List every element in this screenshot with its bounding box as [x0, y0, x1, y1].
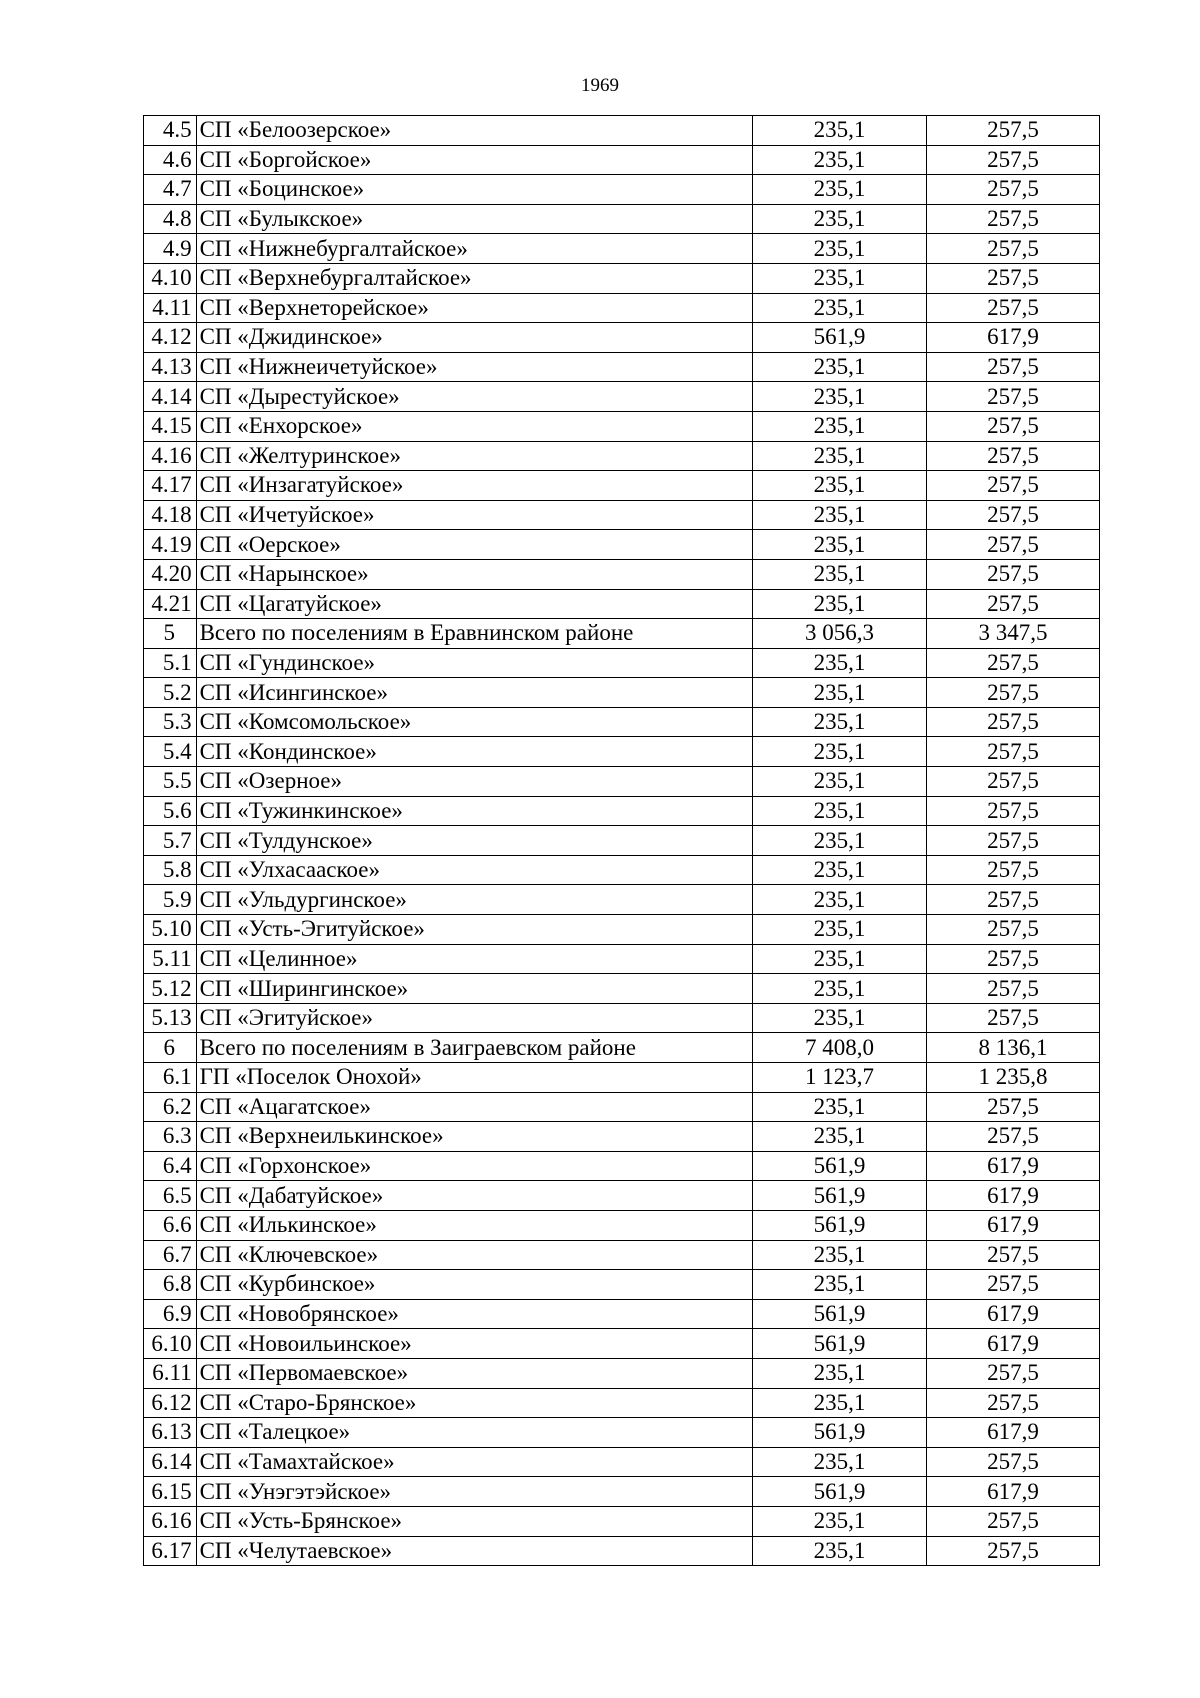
value-1-cell: 235,1 [752, 1536, 926, 1566]
table-row [144, 530, 1100, 560]
value-2-cell: 257,5 [926, 915, 1099, 945]
row-number-cell: 4.18 [144, 500, 197, 530]
value-2-cell: 257,5 [926, 352, 1099, 382]
settlement-name-cell: СП «Целинное» [196, 944, 752, 974]
row-number-cell: 4.10 [144, 263, 197, 293]
value-1-cell: 235,1 [752, 915, 926, 945]
table-row [144, 1210, 1100, 1240]
table-row [144, 1418, 1100, 1448]
table-row [144, 352, 1100, 382]
row-number-cell: 6.11 [144, 1358, 197, 1388]
value-1-cell: 235,1 [752, 559, 926, 589]
value-2-cell: 257,5 [926, 796, 1099, 826]
page-number: 1969 [581, 75, 619, 96]
value-1-cell: 235,1 [752, 411, 926, 441]
settlement-name-cell: СП «Белоозерское» [196, 116, 752, 146]
settlement-name-cell: СП «Ключевское» [196, 1240, 752, 1270]
value-1-cell: 235,1 [752, 382, 926, 412]
value-1-cell: 235,1 [752, 1092, 926, 1122]
table-row [144, 1240, 1100, 1270]
row-number-cell: 6.10 [144, 1329, 197, 1359]
row-number-cell: 5.6 [144, 796, 197, 826]
table-row [144, 559, 1100, 589]
value-1-cell: 235,1 [752, 648, 926, 678]
settlement-name-cell: СП «Ульдургинское» [196, 885, 752, 915]
table-row [144, 1299, 1100, 1329]
value-2-cell: 257,5 [926, 885, 1099, 915]
value-2-cell: 257,5 [926, 559, 1099, 589]
value-1-cell: 3 056,3 [752, 619, 926, 649]
value-1-cell: 235,1 [752, 263, 926, 293]
value-2-cell: 257,5 [926, 1506, 1099, 1536]
row-number-cell: 6.8 [144, 1270, 197, 1300]
table-row [144, 323, 1100, 353]
value-2-cell: 257,5 [926, 471, 1099, 501]
table-row [144, 382, 1100, 412]
value-1-cell: 561,9 [752, 1477, 926, 1507]
settlement-name-cell: СП «Новобрянское» [196, 1299, 752, 1329]
settlement-name-cell: СП «Тамахтайское» [196, 1447, 752, 1477]
value-1-cell: 235,1 [752, 1506, 926, 1536]
row-number-cell: 6.5 [144, 1181, 197, 1211]
row-number-cell: 6 [144, 1033, 197, 1063]
value-2-cell: 257,5 [926, 678, 1099, 708]
row-number-cell: 5.13 [144, 1003, 197, 1033]
row-number-cell: 6.3 [144, 1122, 197, 1152]
settlement-name-cell: СП «Илькинское» [196, 1210, 752, 1240]
row-number-cell: 4.12 [144, 323, 197, 353]
row-number-cell: 6.12 [144, 1388, 197, 1418]
value-1-cell: 561,9 [752, 1418, 926, 1448]
table-row [144, 234, 1100, 264]
table-row [144, 767, 1100, 797]
settlement-name-cell: СП «Новоильинское» [196, 1329, 752, 1359]
table-body [144, 116, 1100, 1566]
table-row [144, 648, 1100, 678]
table-row [144, 737, 1100, 767]
value-2-cell: 257,5 [926, 1388, 1099, 1418]
table-row [144, 1477, 1100, 1507]
table-row [144, 471, 1100, 501]
value-1-cell: 235,1 [752, 1358, 926, 1388]
value-1-cell: 235,1 [752, 175, 926, 205]
value-2-cell: 617,9 [926, 1418, 1099, 1448]
settlement-name-cell: СП «Енхорское» [196, 411, 752, 441]
row-number-cell: 5.9 [144, 885, 197, 915]
value-2-cell: 617,9 [926, 1329, 1099, 1359]
settlement-name-cell: СП «Улхасаaское» [196, 855, 752, 885]
value-1-cell: 235,1 [752, 737, 926, 767]
settlement-name-cell: СП «Нарынское» [196, 559, 752, 589]
value-2-cell: 257,5 [926, 1003, 1099, 1033]
settlement-name-cell: СП «Джидинское» [196, 323, 752, 353]
value-1-cell: 235,1 [752, 204, 926, 234]
row-number-cell: 6.6 [144, 1210, 197, 1240]
row-number-cell: 5.12 [144, 974, 197, 1004]
settlement-name-cell: СП «Верхнебургалтайское» [196, 263, 752, 293]
table-row [144, 678, 1100, 708]
row-number-cell: 4.11 [144, 293, 197, 323]
value-1-cell: 235,1 [752, 1270, 926, 1300]
settlement-name-cell: СП «Гундинское» [196, 648, 752, 678]
value-2-cell: 3 347,5 [926, 619, 1099, 649]
value-1-cell: 235,1 [752, 1388, 926, 1418]
value-2-cell: 617,9 [926, 1181, 1099, 1211]
settlement-name-cell: СП «Унэгэтэйское» [196, 1477, 752, 1507]
value-2-cell: 617,9 [926, 323, 1099, 353]
value-1-cell: 561,9 [752, 323, 926, 353]
settlement-name-cell: СП «Челутаевское» [196, 1536, 752, 1566]
row-number-cell: 4.5 [144, 116, 197, 146]
value-1-cell: 235,1 [752, 944, 926, 974]
value-2-cell: 257,5 [926, 707, 1099, 737]
table-row [144, 263, 1100, 293]
table-row [144, 1092, 1100, 1122]
row-number-cell: 5.4 [144, 737, 197, 767]
settlement-name-cell: СП «Верхнеторейское» [196, 293, 752, 323]
row-number-cell: 6.2 [144, 1092, 197, 1122]
table-row [144, 796, 1100, 826]
table-row [144, 500, 1100, 530]
table-row [144, 855, 1100, 885]
table-row [144, 1388, 1100, 1418]
table-row [144, 1536, 1100, 1566]
value-1-cell: 235,1 [752, 293, 926, 323]
value-2-cell: 257,5 [926, 648, 1099, 678]
settlement-name-cell: СП «Тужинкинское» [196, 796, 752, 826]
table-row [144, 1181, 1100, 1211]
value-1-cell: 235,1 [752, 1003, 926, 1033]
value-1-cell: 561,9 [752, 1329, 926, 1359]
row-number-cell: 5.7 [144, 826, 197, 856]
row-number-cell: 5.3 [144, 707, 197, 737]
table-row [144, 1270, 1100, 1300]
settlement-name-cell: СП «Желтуринское» [196, 441, 752, 471]
value-2-cell: 617,9 [926, 1210, 1099, 1240]
settlement-name-cell: СП «Цагатуйское» [196, 589, 752, 619]
value-2-cell: 257,5 [926, 589, 1099, 619]
value-2-cell: 257,5 [926, 1270, 1099, 1300]
value-1-cell: 235,1 [752, 855, 926, 885]
table-row-total [144, 1033, 1100, 1063]
table-row [144, 1329, 1100, 1359]
settlement-name-cell: СП «Исингинское» [196, 678, 752, 708]
settlement-name-cell: СП «Оерское» [196, 530, 752, 560]
value-2-cell: 257,5 [926, 737, 1099, 767]
table-row [144, 1506, 1100, 1536]
row-number-cell: 6.7 [144, 1240, 197, 1270]
value-2-cell: 8 136,1 [926, 1033, 1099, 1063]
table-row [144, 175, 1100, 205]
row-number-cell: 4.19 [144, 530, 197, 560]
settlement-name-cell: СП «Старо-Брянское» [196, 1388, 752, 1418]
value-2-cell: 257,5 [926, 1092, 1099, 1122]
table-row [144, 116, 1100, 146]
settlement-name-cell: СП «Верхнеилькинское» [196, 1122, 752, 1152]
value-1-cell: 235,1 [752, 678, 926, 708]
row-number-cell: 4.8 [144, 204, 197, 234]
value-2-cell: 257,5 [926, 1536, 1099, 1566]
settlement-name-cell: СП «Дабатуйское» [196, 1181, 752, 1211]
value-1-cell: 235,1 [752, 826, 926, 856]
settlement-name-cell: СП «Горхонское» [196, 1151, 752, 1181]
settlement-name-cell: СП «Кондинское» [196, 737, 752, 767]
value-2-cell: 257,5 [926, 1122, 1099, 1152]
table-row-total [144, 619, 1100, 649]
value-1-cell: 7 408,0 [752, 1033, 926, 1063]
table-row [144, 1358, 1100, 1388]
value-2-cell: 257,5 [926, 1240, 1099, 1270]
table-row [144, 826, 1100, 856]
row-number-cell: 4.15 [144, 411, 197, 441]
value-2-cell: 257,5 [926, 116, 1099, 146]
row-number-cell: 5 [144, 619, 197, 649]
value-1-cell: 235,1 [752, 707, 926, 737]
value-1-cell: 235,1 [752, 500, 926, 530]
value-2-cell: 257,5 [926, 530, 1099, 560]
value-1-cell: 235,1 [752, 352, 926, 382]
settlement-name-cell: Всего по поселениям в Еравнинском районе [196, 619, 752, 649]
row-number-cell: 4.14 [144, 382, 197, 412]
value-1-cell: 235,1 [752, 589, 926, 619]
settlements-table [143, 115, 1100, 1566]
table-row [144, 944, 1100, 974]
table-row [144, 1122, 1100, 1152]
row-number-cell: 4.16 [144, 441, 197, 471]
value-2-cell: 257,5 [926, 293, 1099, 323]
value-2-cell: 257,5 [926, 855, 1099, 885]
row-number-cell: 4.7 [144, 175, 197, 205]
value-2-cell: 257,5 [926, 382, 1099, 412]
value-2-cell: 257,5 [926, 441, 1099, 471]
row-number-cell: 6.17 [144, 1536, 197, 1566]
value-1-cell: 561,9 [752, 1210, 926, 1240]
settlement-name-cell: СП «Комсомольское» [196, 707, 752, 737]
settlement-name-cell: СП «Курбинское» [196, 1270, 752, 1300]
row-number-cell: 6.16 [144, 1506, 197, 1536]
value-1-cell: 235,1 [752, 530, 926, 560]
row-number-cell: 5.11 [144, 944, 197, 974]
table-row [144, 974, 1100, 1004]
row-number-cell: 6.4 [144, 1151, 197, 1181]
value-2-cell: 257,5 [926, 175, 1099, 205]
settlement-name-cell: Всего по поселениям в Заиграевском районе [196, 1033, 752, 1063]
value-1-cell: 235,1 [752, 471, 926, 501]
settlement-name-cell: СП «Ширингинское» [196, 974, 752, 1004]
row-number-cell: 4.13 [144, 352, 197, 382]
table-row [144, 204, 1100, 234]
table-row [144, 293, 1100, 323]
value-2-cell: 257,5 [926, 826, 1099, 856]
value-1-cell: 235,1 [752, 441, 926, 471]
settlement-name-cell: СП «Булыкское» [196, 204, 752, 234]
value-1-cell: 235,1 [752, 1122, 926, 1152]
value-2-cell: 257,5 [926, 234, 1099, 264]
settlement-name-cell: СП «Ацагатское» [196, 1092, 752, 1122]
value-1-cell: 235,1 [752, 116, 926, 146]
table-row [144, 915, 1100, 945]
value-2-cell: 257,5 [926, 411, 1099, 441]
settlement-name-cell: СП «Тулдунское» [196, 826, 752, 856]
settlement-name-cell: ГП «Поселок Онохой» [196, 1063, 752, 1093]
value-1-cell: 561,9 [752, 1299, 926, 1329]
row-number-cell: 4.17 [144, 471, 197, 501]
row-number-cell: 6.14 [144, 1447, 197, 1477]
settlement-name-cell: СП «Нижнеичетуйское» [196, 352, 752, 382]
table-row [144, 885, 1100, 915]
settlement-name-cell: СП «Боргойское» [196, 145, 752, 175]
value-1-cell: 1 123,7 [752, 1063, 926, 1093]
value-2-cell: 1 235,8 [926, 1063, 1099, 1093]
value-2-cell: 257,5 [926, 974, 1099, 1004]
table-row [144, 707, 1100, 737]
value-1-cell: 235,1 [752, 974, 926, 1004]
value-2-cell: 257,5 [926, 1447, 1099, 1477]
table-row [144, 1447, 1100, 1477]
table-row [144, 589, 1100, 619]
row-number-cell: 5.5 [144, 767, 197, 797]
row-number-cell: 5.1 [144, 648, 197, 678]
row-number-cell: 6.9 [144, 1299, 197, 1329]
table-row [144, 441, 1100, 471]
value-1-cell: 235,1 [752, 1447, 926, 1477]
row-number-cell: 4.20 [144, 559, 197, 589]
value-1-cell: 561,9 [752, 1181, 926, 1211]
row-number-cell: 4.6 [144, 145, 197, 175]
row-number-cell: 6.13 [144, 1418, 197, 1448]
value-2-cell: 257,5 [926, 263, 1099, 293]
value-1-cell: 235,1 [752, 234, 926, 264]
value-1-cell: 235,1 [752, 767, 926, 797]
value-1-cell: 235,1 [752, 145, 926, 175]
settlement-name-cell: СП «Дырестуйское» [196, 382, 752, 412]
settlement-name-cell: СП «Нижнебургалтайское» [196, 234, 752, 264]
value-1-cell: 235,1 [752, 885, 926, 915]
settlement-name-cell: СП «Первомаевское» [196, 1358, 752, 1388]
row-number-cell: 4.9 [144, 234, 197, 264]
settlement-name-cell: СП «Эгитуйское» [196, 1003, 752, 1033]
row-number-cell: 4.21 [144, 589, 197, 619]
table-row [144, 411, 1100, 441]
row-number-cell: 5.10 [144, 915, 197, 945]
settlement-name-cell: СП «Ичетуйское» [196, 500, 752, 530]
row-number-cell: 6.15 [144, 1477, 197, 1507]
settlement-name-cell: СП «Талецкое» [196, 1418, 752, 1448]
value-2-cell: 257,5 [926, 1358, 1099, 1388]
row-number-cell: 6.1 [144, 1063, 197, 1093]
value-2-cell: 257,5 [926, 145, 1099, 175]
settlement-name-cell: СП «Усть-Эгитуйское» [196, 915, 752, 945]
value-1-cell: 235,1 [752, 796, 926, 826]
value-2-cell: 257,5 [926, 767, 1099, 797]
value-2-cell: 617,9 [926, 1299, 1099, 1329]
value-1-cell: 235,1 [752, 1240, 926, 1270]
value-1-cell: 561,9 [752, 1151, 926, 1181]
value-2-cell: 617,9 [926, 1151, 1099, 1181]
value-2-cell: 257,5 [926, 944, 1099, 974]
value-2-cell: 257,5 [926, 204, 1099, 234]
table-row [144, 1003, 1100, 1033]
settlement-name-cell: СП «Инзагатуйское» [196, 471, 752, 501]
table-row [144, 1063, 1100, 1093]
table-row [144, 145, 1100, 175]
row-number-cell: 5.8 [144, 855, 197, 885]
value-2-cell: 617,9 [926, 1477, 1099, 1507]
settlement-name-cell: СП «Усть-Брянское» [196, 1506, 752, 1536]
settlement-name-cell: СП «Озерное» [196, 767, 752, 797]
settlement-name-cell: СП «Боцинское» [196, 175, 752, 205]
row-number-cell: 5.2 [144, 678, 197, 708]
value-2-cell: 257,5 [926, 500, 1099, 530]
table-row [144, 1151, 1100, 1181]
